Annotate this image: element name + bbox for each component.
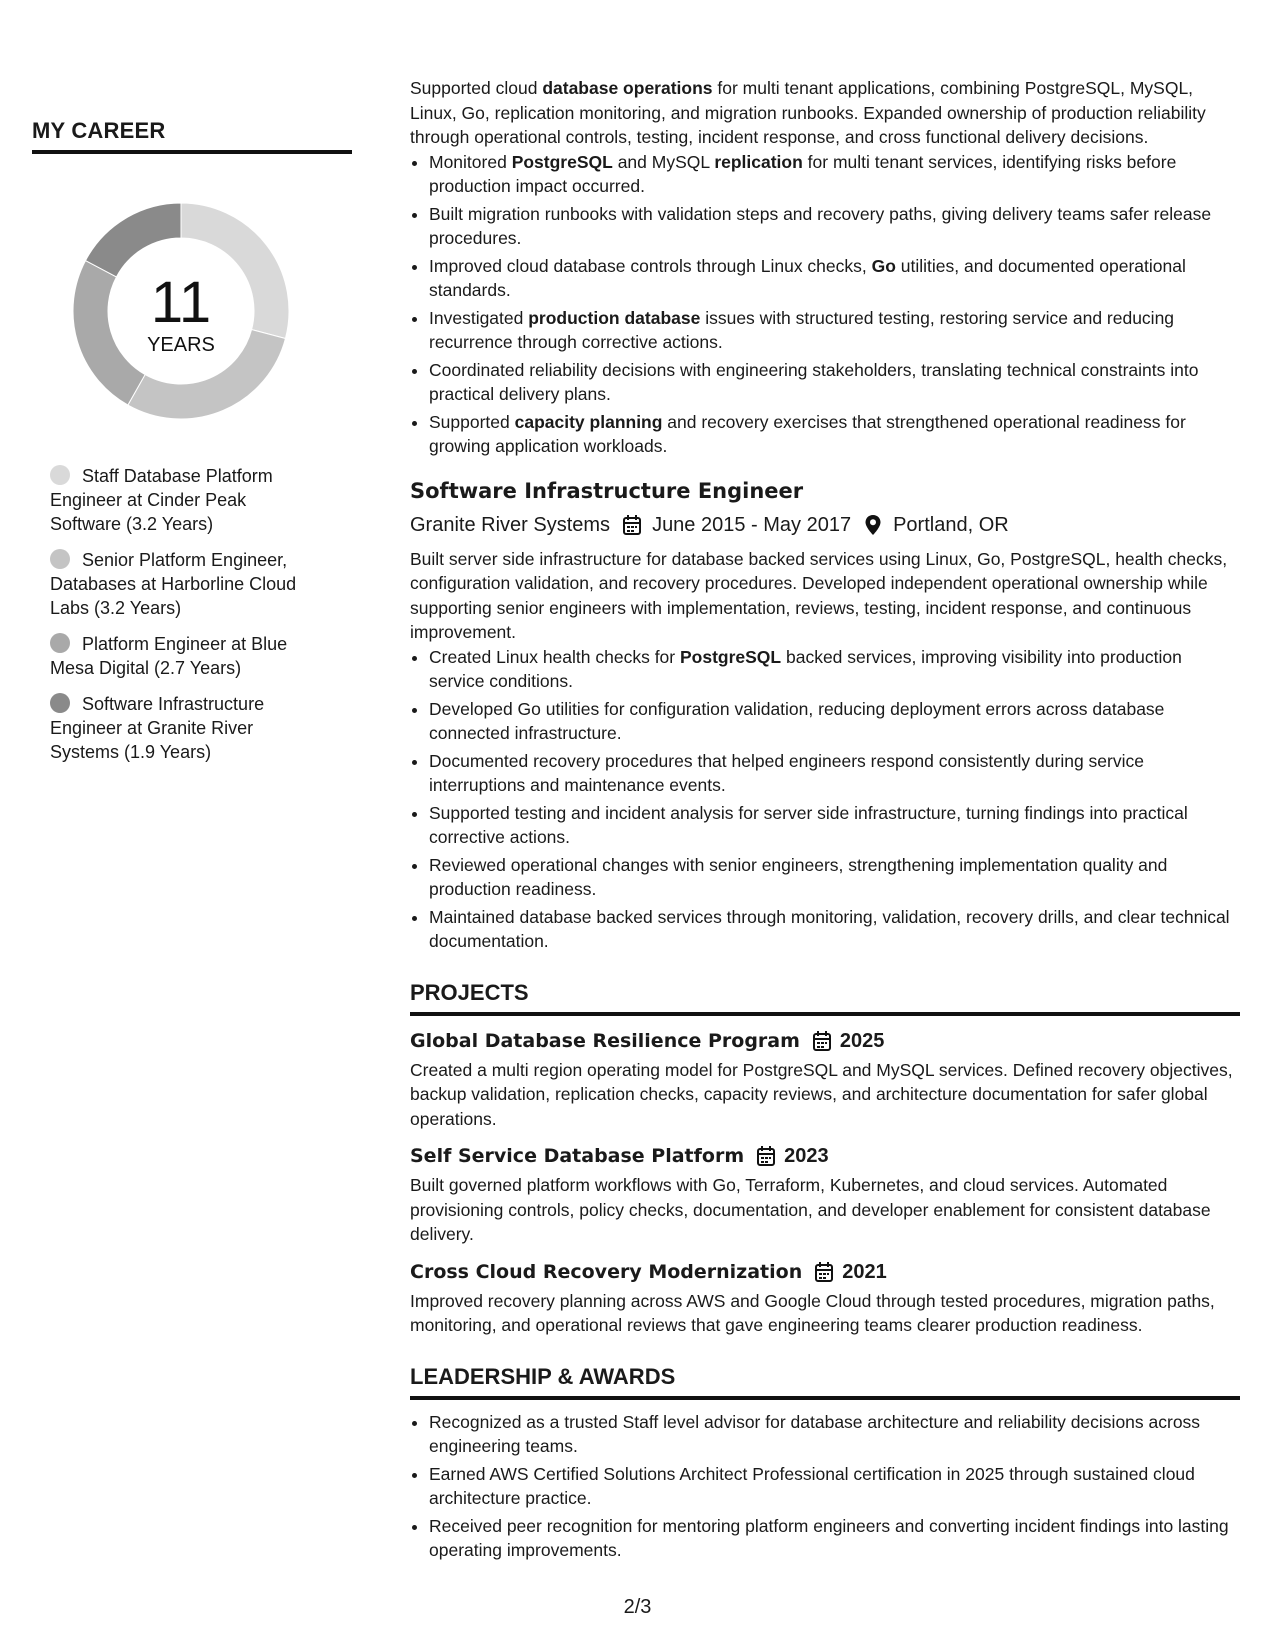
project-title: Self Service Database Platform [410,1145,745,1167]
job1-bullet-segment: production database [528,307,701,328]
job1-bullet [429,202,1240,251]
leadership-heading: LEADERSHIP & AWARDS [410,1362,1240,1400]
projects-heading: PROJECTS [410,978,1240,1016]
legend-label: Software Infrastructure Engineer at Granite River Systems (1.9 Years) [50,694,265,762]
project-title: Cross Cloud Recovery Modernization [410,1260,803,1283]
job1-bullet [429,410,1240,459]
calendar-icon [756,1145,776,1167]
job1-bullet-segment: Coordinated reliability decisions with engineering stakeholders, translating technical constraints into practical delivery plans. [429,359,1199,404]
job2-bullets [410,645,1240,954]
job2-bullet-segment: PostgreSQL [679,646,782,667]
project-title-row [410,1143,1240,1169]
project-item [410,1143,1240,1247]
job2-summary [410,547,1240,645]
legend-item [50,548,320,620]
job1-bullet-segment: replication [714,151,803,172]
job1-bullet-segment: capacity planning [514,411,663,432]
legend-dot [50,633,70,653]
job2-bullet-segment: backed services, improving visibility into production service conditions. [429,646,1182,691]
job1-bullet-segment: Supported [429,411,515,432]
job1-bullet-segment: Monitored [429,151,512,172]
total-years-unit: YEARS [147,334,215,356]
legend-label: Platform Engineer at Blue Mesa Digital (2.7 Years) [50,634,288,678]
project-description: Built governed platform workflows with Go, Terraform, Kubernetes, and cloud services. Automated provisioning controls, policy checks, documentation, and developer enablement for consistent database delivery. [410,1175,1211,1244]
career-legend [50,464,320,764]
project-title: Global Database Resilience Program [410,1029,800,1052]
project-item [410,1028,1240,1132]
project-title-row [410,1259,1240,1285]
legend-dot [50,549,70,569]
projects-list [410,1028,1240,1338]
job1-bullet-segment: PostgreSQL [511,151,613,172]
leadership-bullet: • Received peer recognition for mentoring platform engineers and converting incident findings into lasting operating improvements. [429,1514,1240,1563]
total-years-value: 11 [150,270,212,335]
job1-bullet-segment: and recovery exercises that strengthened operational readiness for growing application workloads. [429,411,1186,456]
job1-summary-segment: Supported cloud [410,78,543,98]
project-year: 2021 [842,1260,887,1283]
legend-dot [50,465,70,485]
job1-bullet-segment: Go [871,255,896,276]
career-sidebar [32,118,352,776]
job2-bullet-segment: Developed Go utilities for configuration validation, reducing deployment errors across database connected infrastructure. [429,698,1165,743]
job1-bullet-segment: and MySQL [612,151,715,172]
job2-bullet-segment: Created Linux health checks for [429,646,680,667]
job1-bullet [429,254,1240,303]
legend-label: Senior Platform Engineer, Databases at Harborline Cloud Labs (3.2 Years) [50,550,297,618]
job1-bullet-segment: Built migration runbooks with validation steps and recovery paths, giving delivery teams safer release procedures. [429,203,1212,248]
legend-label: Staff Database Platform Engineer at Cinder Peak Software (3.2 Years) [50,466,273,534]
job1-summary-segment: database operations [542,78,713,98]
project-description: Improved recovery planning across AWS and Google Cloud through tested procedures, migration paths, monitoring, and operational reviews that gave engineering teams clearer production readiness. [410,1290,1215,1335]
page-number: 2/3 [623,1596,652,1618]
calendar-icon [814,1261,834,1283]
job2-bullet-segment: Maintained database backed services through monitoring, validation, recovery drills, and clear technical documentation. [429,906,1230,951]
location-pin-icon [863,514,883,536]
donut-center [66,196,296,426]
leadership-bullet: • Recognized as a trusted Staff level advisor for database architecture and reliability decisions across engineering teams. [429,1410,1240,1459]
project-year: 2025 [839,1029,885,1052]
leadership-bullet: • Earned AWS Certified Solutions Architect Professional certification in 2025 through sustained cloud architecture practice. [429,1462,1240,1511]
legend-item [50,692,320,764]
job1-bullet-segment: issues with structured testing, restoring service and reducing recurrence through corrective actions. [429,307,1175,352]
job1-bullet-segment: Improved cloud database controls through Linux checks, [429,255,872,276]
job2-summary-segment: Built server side infrastructure for database backed services using Linux, Go, PostgreSQL, health checks, configuration validation, and recovery procedures. Developed independent operational ownership while supporting senior engineers with implementation, reviews, testing, incident response, and continuous improvement. [410,548,1228,642]
job2-company: Granite River Systems [410,513,611,536]
main-content [410,76,1240,1566]
job2-bullet [429,645,1240,694]
job2-bullet [429,697,1240,746]
job1-bullet-segment: utilities, and documented operational standards. [429,255,1186,300]
career-donut-chart [66,196,296,426]
job1-summary [410,76,1240,150]
job1-summary-segment: for multi tenant applications, combining PostgreSQL, MySQL, Linux, Go, replication monitoring, and migration runbooks. Expanded ownership of production reliability through operational controls, testing, incident response, and cross functional delivery decisions. [410,78,1206,147]
job2-bullet [429,905,1240,954]
legend-item [50,632,320,680]
job2-bullet-segment: Documented recovery procedures that helped engineers respond consistently during service interruptions and maintenance events. [429,750,1144,795]
job2-location: Portland, OR [893,513,1009,536]
job1-bullets [410,150,1240,459]
job1-bullet [429,306,1240,355]
job1-bullet-segment: Investigated [429,307,529,328]
job1-bullet [429,358,1240,407]
job2-bullet [429,853,1240,902]
job2-bullet [429,801,1240,850]
job2-bullet-segment: Reviewed operational changes with senior engineers, strengthening implementation quality and production readiness. [429,854,1168,899]
calendar-icon [622,514,642,536]
job2-title: Software Infrastructure Engineer [410,478,804,503]
job1-bullet [429,150,1240,199]
legend-dot [50,693,70,713]
job2-bullet [429,749,1240,798]
job1-bullet-segment: for multi tenant services, identifying risks before production impact occurred. [429,151,1177,196]
project-description: Created a multi region operating model for PostgreSQL and MySQL services. Defined recovery objectives, backup validation, replication checks, capacity reviews, and architecture documentation for safer global operations. [410,1059,1233,1129]
leadership-bullets [410,1410,1240,1563]
project-item [410,1259,1240,1338]
job2-dates: June 2015 - May 2017 [652,513,852,536]
legend-item [50,464,320,536]
job2-bullet-segment: Supported testing and incident analysis for server side infrastructure, turning findings into practical corrective actions. [429,802,1188,847]
project-title-row [410,1028,1240,1054]
job2-meta [410,511,1240,539]
career-heading: MY CAREER [32,118,352,154]
calendar-icon [812,1030,832,1052]
project-year: 2023 [784,1145,829,1167]
